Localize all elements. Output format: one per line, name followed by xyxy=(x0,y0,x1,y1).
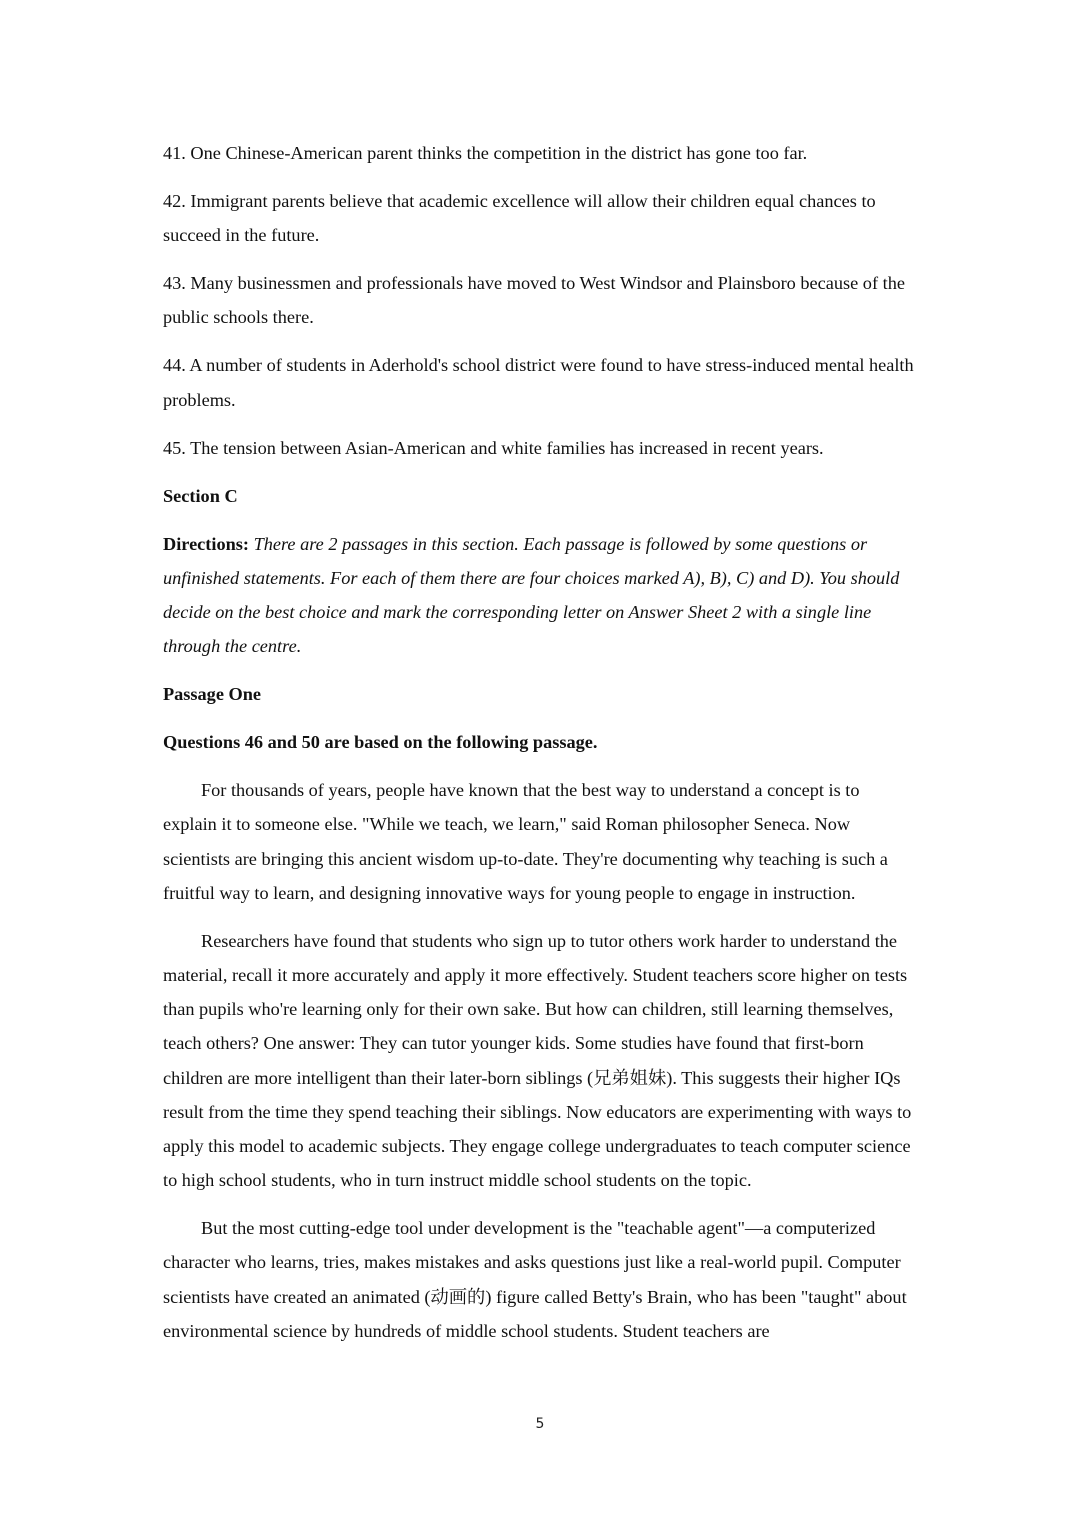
statement-41: 41. One Chinese-American parent thinks the competition in the district has gone too far. xyxy=(163,143,808,163)
statement-43: 43. Many businessmen and professionals have moved to West Windsor and Plainsboro because of the public schools there. xyxy=(163,273,905,328)
passage-paragraph-1: For thousands of years, people have known that the best way to understand a concept is to explain it to someone else. "While we teach, we learn," said Roman philosopher Seneca. Now scientists are bringing this ancient wisdom up-to-date. They're documenting why teaching is such a fruitful way to learn, and designing innovative ways for young people to engage in instruction. xyxy=(163,780,888,903)
passage-title: Passage One xyxy=(163,684,262,705)
questions-heading: Questions 46 and 50 are based on the following passage. xyxy=(163,732,598,753)
passage-paragraph-3: But the most cutting-edge tool under development is the "teachable agent"—a computerized character who learns, tries, makes mistakes and asks questions just like a real-world pupil. Computer scientists have created an animated (动画的) figure called Betty's Brain, who has been "taught" about environmental science by hundreds of middle school students. Student teachers are xyxy=(163,1218,907,1341)
statement-42: 42. Immigrant parents believe that academic excellence will allow their children equal chances to succeed in the future. xyxy=(163,191,876,246)
passage-paragraph-2: Researchers have found that students who sign up to tutor others work harder to understand the material, recall it more accurately and apply it more effectively. Student teachers score higher on tests than pupils who're learning only for their own sake. But how can children, still learning themselves, teach others? One answer: They can tutor younger kids. Some studies have found that first-born children are more intelligent than their later-born siblings (兄弟姐妹). This suggests their higher IQs result from the time they spend teaching their siblings. Now educators are experimenting with ways to apply this model to academic subjects. They engage college undergraduates to teach computer science to high school students, who in turn instruct middle school students on the topic. xyxy=(163,930,912,1191)
page-number: 5 xyxy=(535,1416,545,1432)
directions xyxy=(163,527,915,664)
statement-45: 45. The tension between Asian-American and white families has increased in recent years. xyxy=(163,437,824,458)
directions-label: Directions: xyxy=(163,533,249,554)
section-c-title: Section C xyxy=(163,485,238,506)
document-page xyxy=(163,136,915,1362)
directions-text: There are 2 passages in this section. Each passage is followed by some questions or unfinished statements. For each of them there are four choices marked A), B), C) and D). You should decide on the best choice and mark the corresponding letter on Answer Sheet 2 with a single line through the centre. xyxy=(163,533,900,657)
statement-44: 44. A number of students in Aderhold's school district were found to have stress-induced mental health problems. xyxy=(163,355,914,410)
